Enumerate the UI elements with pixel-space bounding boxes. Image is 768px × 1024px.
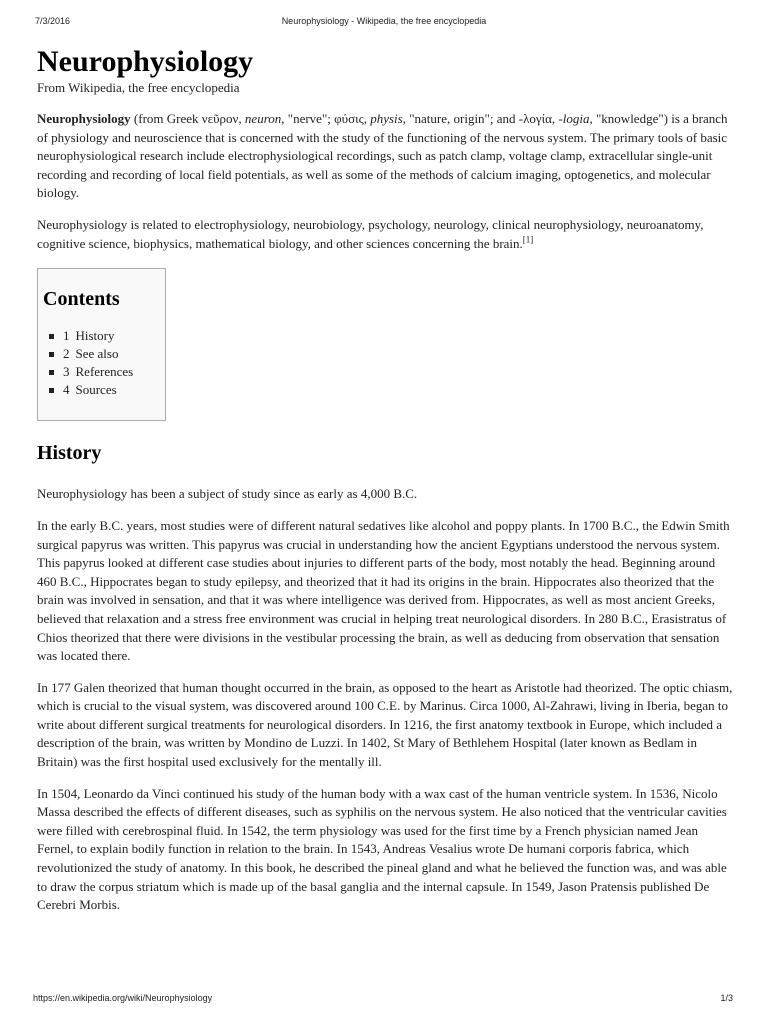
intro-paragraph — [37, 110, 734, 203]
intro-term: Neurophysiology — [37, 111, 131, 126]
toc-item-number: 3 — [63, 363, 70, 379]
history-heading: History — [37, 442, 102, 465]
article-content — [37, 40, 734, 928]
print-header — [0, 16, 768, 30]
toc-title: Contents — [43, 288, 120, 311]
related-text: Neurophysiology is related to electrophysiology, neurobiology, psychology, neurology, clinical neurophysiology, neuroanatomy, cognitive science, biophysics, mathematical biology, and other sciences concerning the brain. — [37, 216, 704, 251]
page-title: Neurophysiology — [37, 45, 254, 78]
toc-item-number: 2 — [63, 345, 70, 361]
toc-item-label: See also — [75, 345, 119, 361]
intro-neuron: neuron — [244, 111, 282, 126]
toc-link-see-also[interactable] — [63, 346, 118, 361]
intro-text-4: , "knowledge") is a branch of physiology and neuroscience that is concerned with the study of the functioning of the nervous system. The primary tools of basic neurophysiological research include electrophysiological recordings, such as patch clamp, voltage clamp, extracellular single-unit recording and recording of local field potentials, as well as some of the methods of calcium imaging, optogenetics, and molecular biology. — [37, 111, 728, 201]
print-page-title: Neurophysiology - Wikipedia, the free encyclopedia — [281, 16, 487, 26]
print-footer — [0, 993, 768, 1007]
toc-list — [43, 327, 165, 398]
intro-text-2: , "nerve"; φύσις, — [281, 111, 371, 126]
history-paragraph-1: Neurophysiology has been a subject of study since as early as 4,000 B.C. — [37, 486, 418, 502]
reference-link-1[interactable]: [1] — [522, 234, 534, 245]
related-paragraph — [37, 216, 734, 253]
intro-physis: physis — [370, 111, 403, 126]
print-url: https://en.wikipedia.org/wiki/Neurophysiology — [33, 993, 213, 1003]
table-of-contents — [37, 268, 166, 421]
toc-item-number: 1 — [63, 328, 70, 344]
toc-item-history[interactable] — [63, 327, 165, 345]
toc-item-references[interactable] — [63, 363, 165, 381]
history-paragraph-2: In the early B.C. years, most studies were of different natural sedatives like alcohol and poppy plants. In 1700 B.C., the Edwin Smith surgical papyrus was written. This papyrus was crucial in understanding how the ancient Egyptians understood the nervous system. This papyrus looked at different case studies about injuries to different parts of the body, most notably the head. Beginning around 460 B.C., Hippocrates began to study epilepsy, and theorized that it had its origins in the brain. Hippocrates also theorized that the brain was involved in sensation, and that it was where intelligence was derived from. Hippocrates, as well as most ancient Greeks, believed that relaxation and a stress free environment was crucial in helping treat neurological disorders. In 280 B.C., Erasistratus of Chios theorized that there were divisions in the vestibular processing the brain, as well as deducing from observation that sensation was located there. — [37, 517, 730, 664]
toc-item-sources[interactable] — [63, 381, 165, 399]
toc-item-label: Sources — [75, 381, 117, 397]
toc-item-see-also[interactable] — [63, 345, 165, 363]
print-date: 7/3/2016 — [35, 16, 71, 26]
print-page-number: 1/3 — [720, 993, 733, 1003]
toc-link-references[interactable] — [63, 364, 133, 379]
history-paragraph-3: In 177 Galen theorized that human thought occurred in the brain, as opposed to the heart as Aristotle had theorized. The optic chiasm, which is crucial to the visual system, was discovered around 100 C.E. by Marinus. Circa 1000, Al-Zahrawi, living in Iberia, began to write about different surgical treatments for neurological disorders. In 1216, the first anatomy textbook in Europe, which included a description of the brain, was written by Mondino de Luzzi. In 1402, St Mary of Bethlehem Hospital (later known as Bedlam in Britain) was the first hospital used exclusively for the mentally ill. — [37, 679, 733, 770]
toc-link-history[interactable] — [63, 328, 115, 343]
toc-item-number: 4 — [63, 381, 70, 397]
tagline: From Wikipedia, the free encyclopedia — [37, 80, 240, 95]
toc-item-label: References — [75, 363, 134, 379]
intro-text-3: , "nature, origin"; and -λογία, — [402, 111, 559, 126]
toc-link-sources[interactable] — [63, 382, 117, 397]
toc-item-label: History — [75, 328, 115, 344]
intro-text-1: (from Greek νεῦρον, — [130, 111, 245, 126]
intro-logia: -logia — [558, 111, 590, 126]
history-paragraph-4: In 1504, Leonardo da Vinci continued his study of the human body with a wax cast of the human ventricle system. In 1536, Nicolo Massa described the effects of different diseases, such as syphilis on the nervous system. He also noticed that the ventricular cavities were filled with cerebrospinal fluid. In 1542, the term physiology was used for the first time by a French physician named Jean Fernel, to explain bodily function in relation to the brain. In 1543, Andreas Vesalius wrote De humani corporis fabrica, which revolutionized the study of anatomy. In this book, he described the pineal gland and what he believed the function was, and was able to draw the corpus striatum which is made up of the basal ganglia and the internal capsule. In 1549, Jason Pratensis published De Cerebri Morbis. — [37, 785, 727, 913]
